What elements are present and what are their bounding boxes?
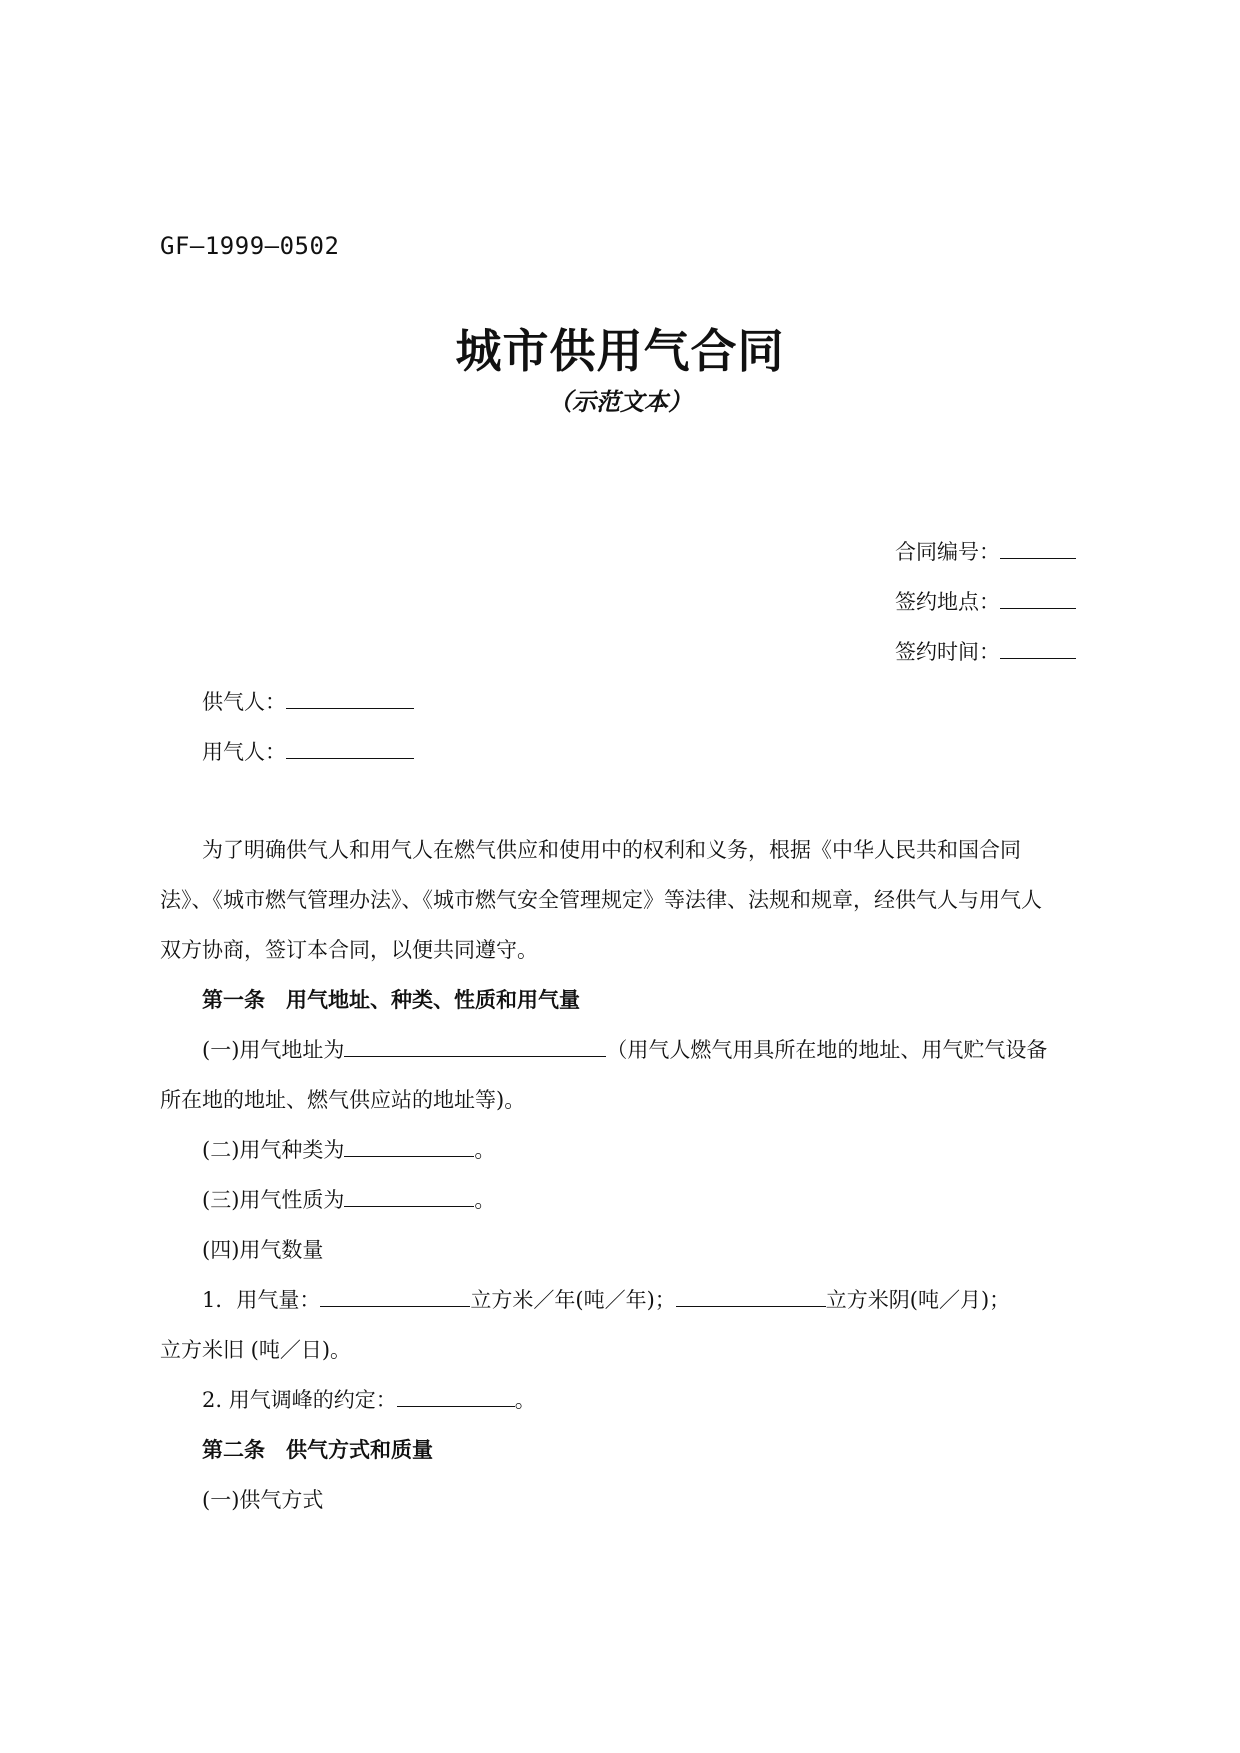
contract-number-line [895, 536, 1076, 566]
contract-number-label: 合同编号： [895, 540, 1000, 564]
peak-shaving-end: 。 [514, 1388, 536, 1412]
user-line [202, 736, 414, 766]
volume-month-blank[interactable] [676, 1286, 826, 1307]
volume-day-unit: 立方米旧 (吨／日)。 [160, 1338, 352, 1362]
sign-place-blank[interactable] [1000, 588, 1076, 609]
address-note-cont: 所在地的地址、燃气供应站的地址等)。 [160, 1088, 526, 1112]
gas-nature-line [202, 1184, 495, 1214]
gas-type-end: 。 [474, 1138, 496, 1162]
sign-time-blank[interactable] [1000, 638, 1076, 659]
supplier-blank[interactable] [286, 688, 414, 709]
address-blank[interactable] [344, 1036, 606, 1057]
document-code: GF—1999—0502 [160, 232, 340, 260]
volume-month-unit: 立方米阴(吨／月)； [825, 1288, 1011, 1312]
volume-year-unit: 立方米／年(吨／年)； [470, 1288, 676, 1312]
gas-nature-end: 。 [474, 1188, 496, 1212]
gas-nature-blank[interactable] [344, 1186, 474, 1207]
preamble-line-1: 为了明确供气人和用气人在燃气供应和使用中的权利和义务，根据《中华人民共和国合同 [202, 838, 1021, 862]
volume-label: 1．用气量： [202, 1288, 321, 1312]
contract-number-blank[interactable] [1000, 538, 1076, 559]
document-title: 城市供用气合同 [455, 324, 785, 378]
article-2-heading: 第二条 供气方式和质量 [202, 1438, 433, 1462]
sign-time-label: 签约时间： [895, 640, 1000, 664]
user-label: 用气人： [202, 740, 286, 764]
peak-shaving-blank[interactable] [397, 1386, 515, 1407]
gas-quantity-heading: (四)用气数量 [202, 1238, 324, 1262]
preamble-line-3: 双方协商，签订本合同，以便共同遵守。 [160, 938, 538, 962]
gas-type-blank[interactable] [344, 1136, 474, 1157]
preamble-line-2: 法》、《城市燃气管理办法》、《城市燃气安全管理规定》等法律、法规和规章，经供气人与用气人 [160, 888, 1042, 912]
address-line [202, 1034, 1047, 1064]
volume-year-blank[interactable] [320, 1286, 470, 1307]
sign-time-line [895, 636, 1076, 666]
article-1-heading: 第一条 用气地址、种类、性质和用气量 [202, 988, 580, 1012]
peak-shaving-line [202, 1384, 536, 1414]
user-blank[interactable] [286, 738, 414, 759]
supply-method-heading: (一)供气方式 [202, 1488, 324, 1512]
address-note: （用气人燃气用具所在地的地址、用气贮气设备 [606, 1038, 1048, 1062]
sign-place-label: 签约地点： [895, 590, 1000, 614]
gas-type-line [202, 1134, 495, 1164]
supplier-line [202, 686, 414, 716]
gas-nature-label: (三)用气性质为 [202, 1188, 345, 1212]
supplier-label: 供气人： [202, 690, 286, 714]
volume-line [202, 1284, 1010, 1314]
sign-place-line [895, 586, 1076, 616]
peak-shaving-label: 2. 用气调峰的约定： [202, 1388, 397, 1412]
address-label: (一)用气地址为 [202, 1038, 345, 1062]
document-subtitle: （示范文本） [548, 388, 692, 416]
gas-type-label: (二)用气种类为 [202, 1138, 345, 1162]
